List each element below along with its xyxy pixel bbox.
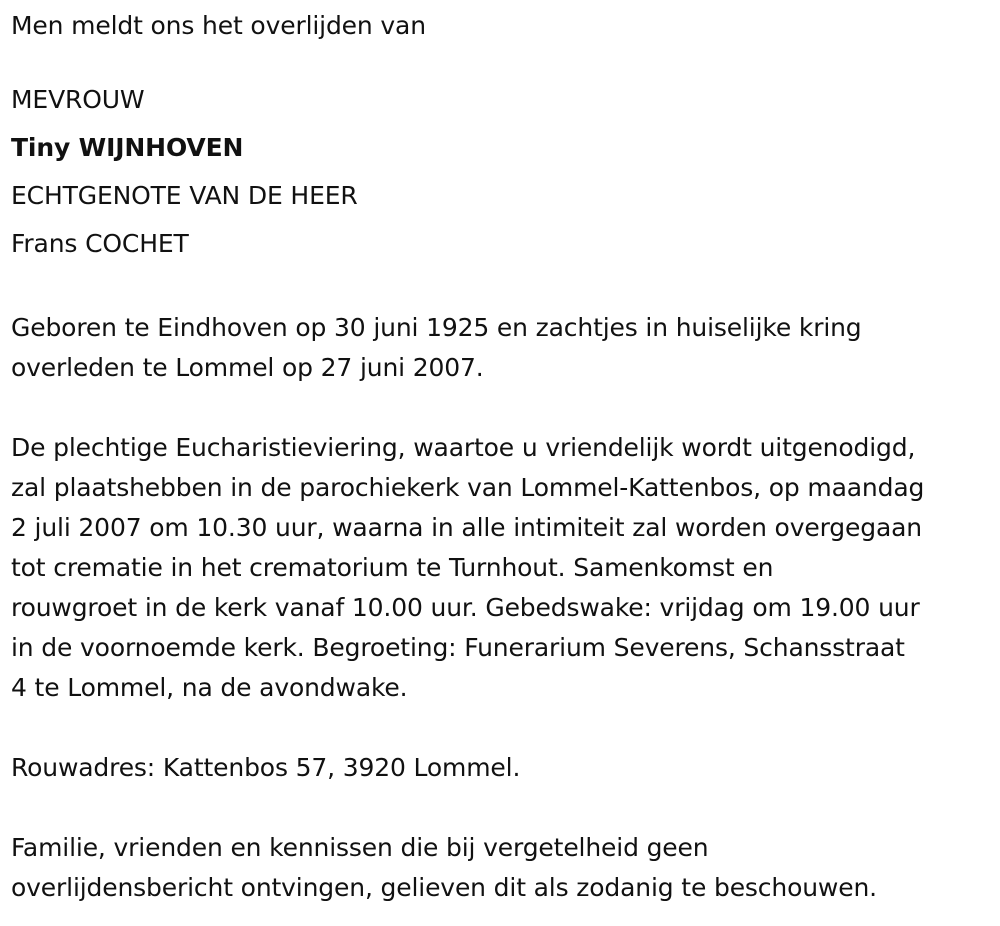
paragraph-line: in de voornoemde kerk. Begroeting: Funerarium Severens, Schansstraat: [11, 633, 905, 662]
ceremony-paragraph: [11, 428, 990, 708]
deceased-name: Tiny WIJNHOVEN: [11, 133, 244, 162]
deceased-block: [11, 76, 990, 268]
paragraph-line: overleden te Lommel op 27 juni 2007.: [11, 353, 484, 382]
paragraph-line: De plechtige Eucharistieviering, waartoe u vriendelijk wordt uitgenodigd,: [11, 433, 916, 462]
paragraph-line: overlijdensbericht ontvingen, gelieven dit als zodanig te beschouwen.: [11, 873, 877, 902]
birth-death-paragraph: [11, 308, 990, 388]
spacer: [11, 268, 990, 308]
mourning-address: Rouwadres: Kattenbos 57, 3920 Lommel.: [11, 753, 521, 782]
spacer: [11, 708, 990, 748]
spacer: [11, 388, 990, 428]
paragraph-line: 4 te Lommel, na de avondwake.: [11, 673, 408, 702]
paragraph-line: Geboren te Eindhoven op 30 juni 1925 en zachtjes in huiselijke kring: [11, 313, 862, 342]
paragraph-line: Familie, vrienden en kennissen die bij vergetelheid geen: [11, 833, 709, 862]
spacer: [11, 788, 990, 828]
deceased-title: MEVROUW: [11, 85, 145, 114]
spacer: [11, 46, 990, 76]
paragraph-line: 2 juli 2007 om 10.30 uur, waarna in alle intimiteit zal worden overgegaan: [11, 513, 922, 542]
paragraph-line: zal plaatshebben in de parochiekerk van Lommel-Kattenbos, op maandag: [11, 473, 925, 502]
closing-paragraph: [11, 828, 990, 908]
intro-text: Men meldt ons het overlijden van: [11, 11, 426, 40]
spouse-name: Frans COCHET: [11, 229, 189, 258]
paragraph-line: rouwgroet in de kerk vanaf 10.00 uur. Gebedswake: vrijdag om 19.00 uur: [11, 593, 920, 622]
paragraph-line: tot crematie in het crematorium te Turnhout. Samenkomst en: [11, 553, 774, 582]
relation-text: ECHTGENOTE VAN DE HEER: [11, 181, 358, 210]
